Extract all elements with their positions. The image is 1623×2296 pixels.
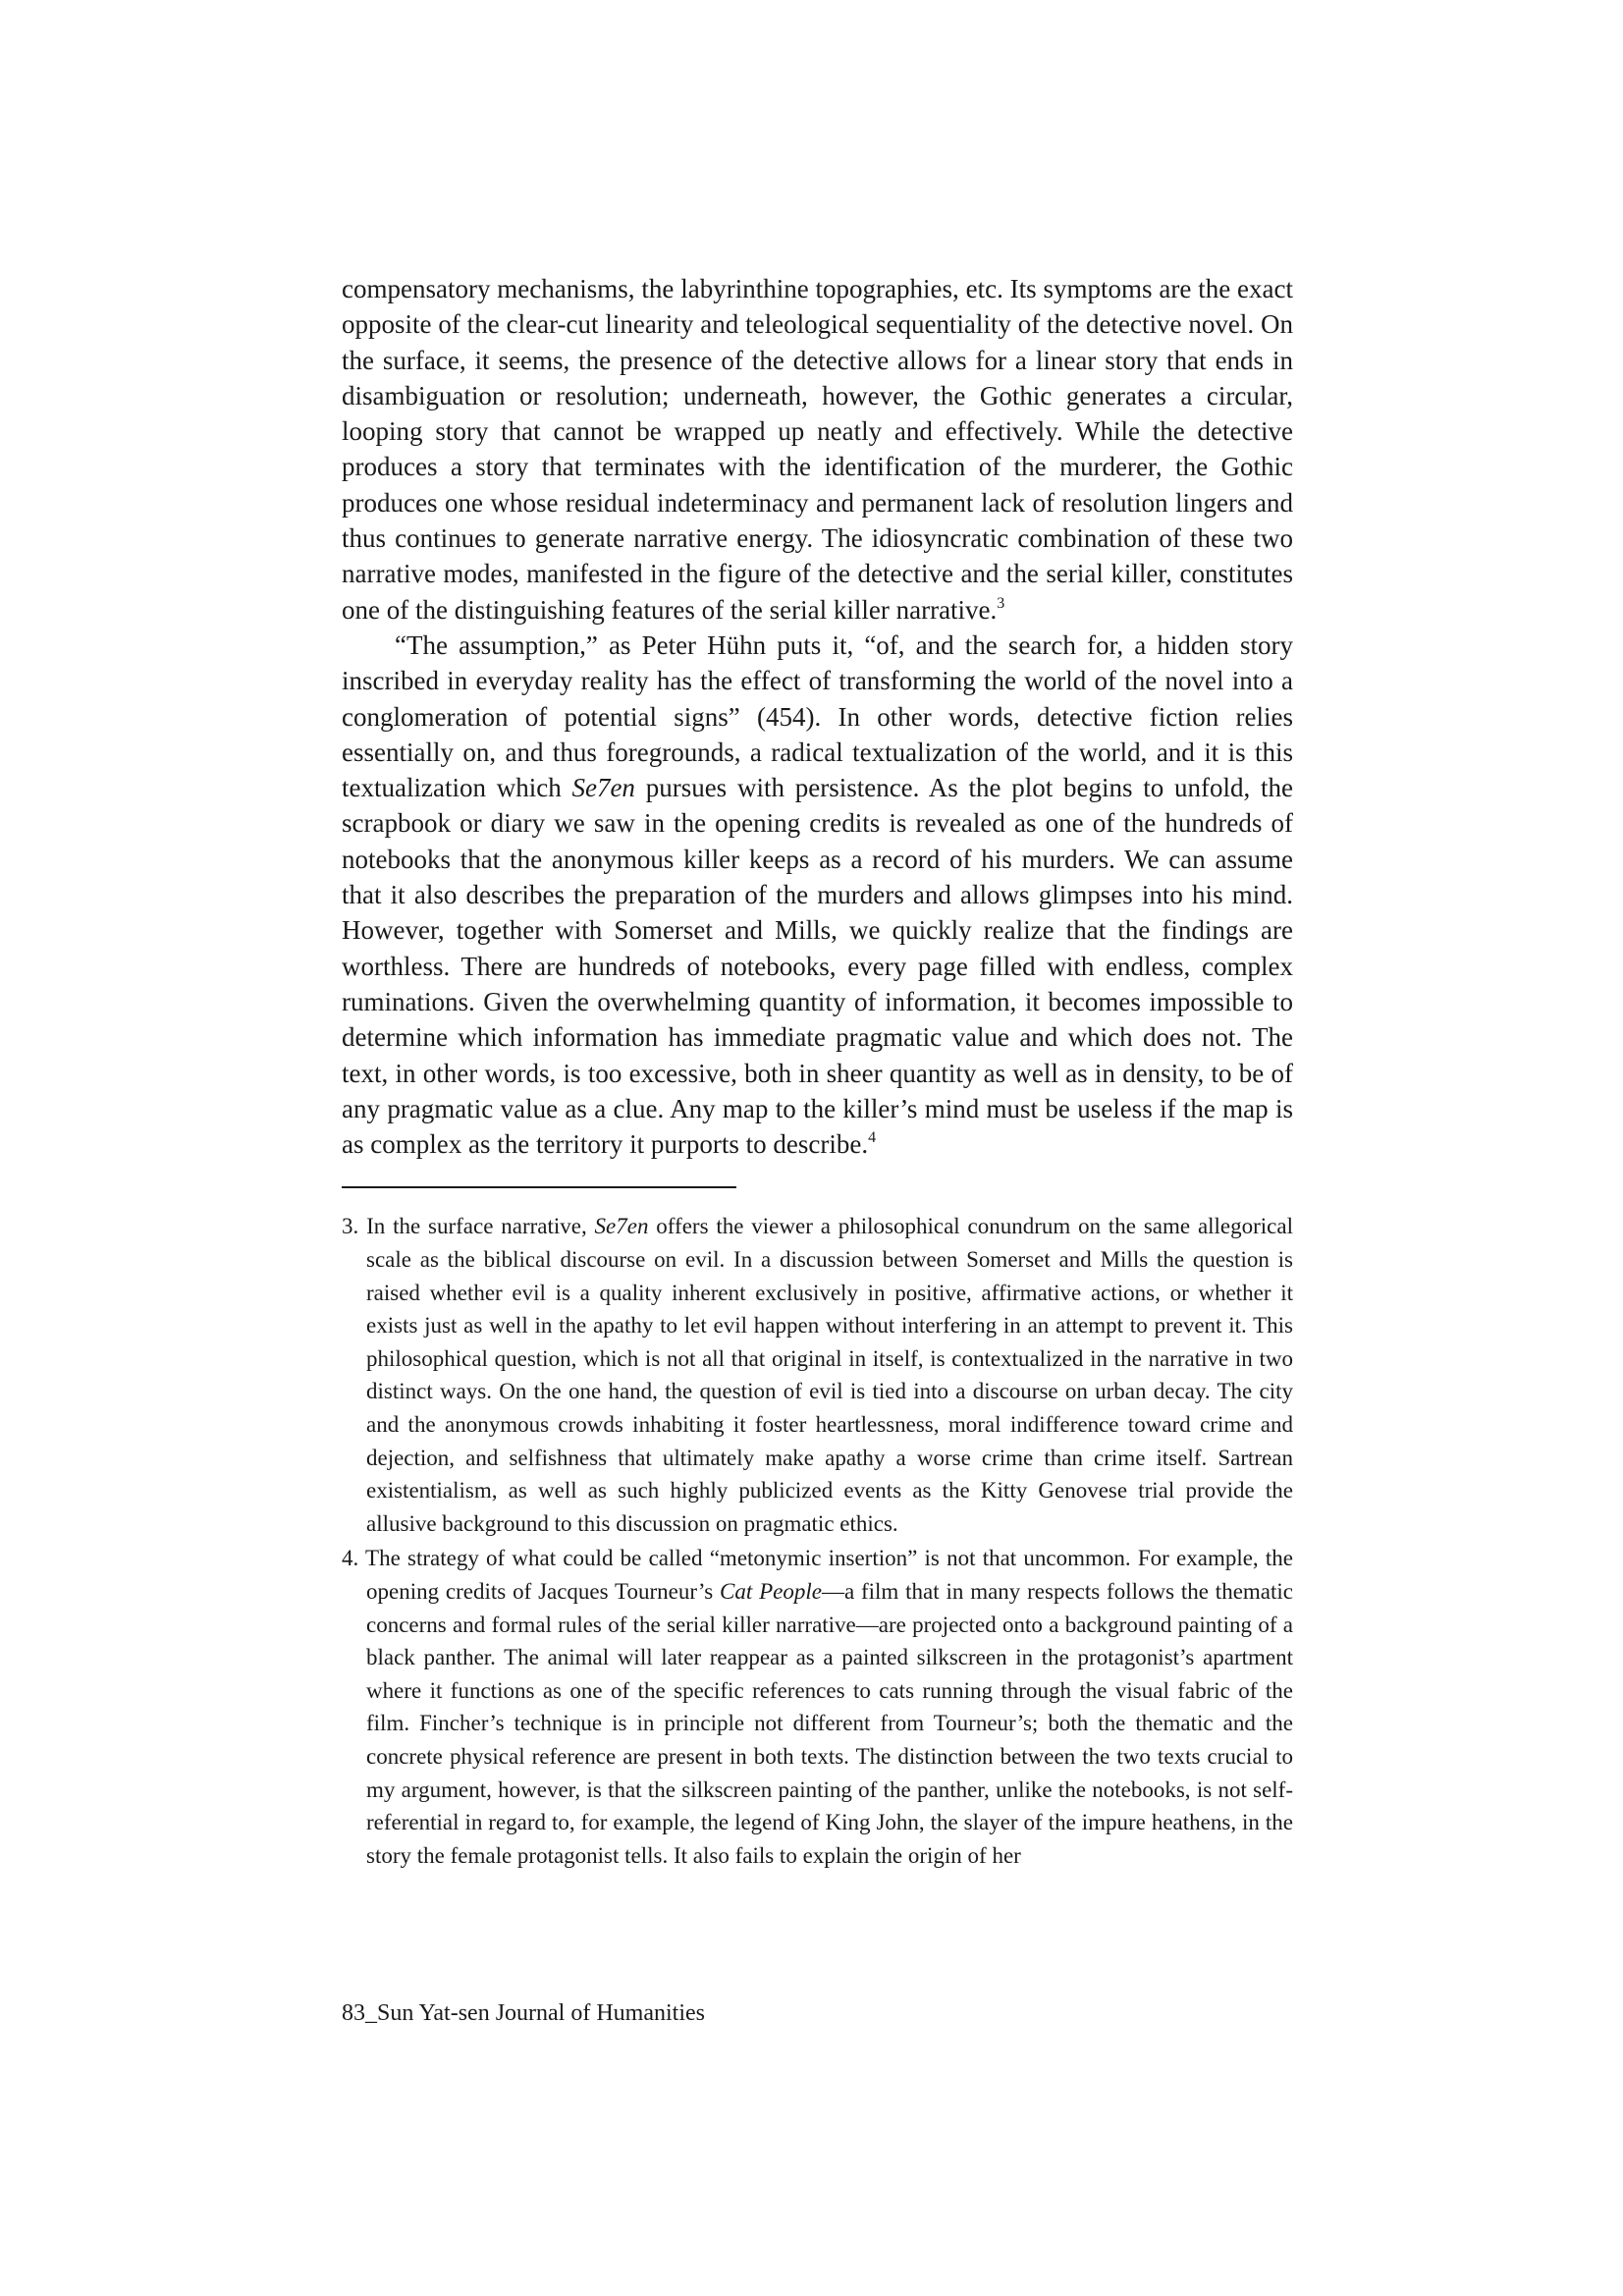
footnote-ref-4[interactable]: 4 — [868, 1129, 877, 1147]
footnote-3-film-title: Se7en — [594, 1214, 649, 1239]
paragraph-1 — [342, 271, 1293, 628]
paragraph-2-text-b: pursues with persistence. As the plot begins to unfold, the scrapbook or diary we saw in the opening credits is revealed as one of the hundreds of notebooks that the anonymous killer keeps as a record of his murders. We can assume that it also describes the preparation of the murders and allows glimpses into his mind. However, together with Somerset and Mills, we quickly realize that the findings are worthless. There are hundreds of notebooks, every page filled with endless, complex ruminations. Given the overwhelming quantity of information, it becomes impossible to determine which information has immediate pragmatic value and which does not. The text, in other words, is too excessive, both in sheer quantity as well as in density, to be of any pragmatic value as a clue. Any map to the killer’s mind must be useless if the map is as complex as the territory it purports to describe. — [342, 773, 1293, 1160]
footnote-3 — [342, 1210, 1293, 1540]
footnote-4-text-b: —a film that in many respects follows the thematic concerns and formal rules of the serial killer narrative—are projected onto a background painting of a black panther. The animal will later reappear as a painted silkscreen in the protagonist’s apartment where it functions as one of the specific references to cats running through the visual fabric of the film. Fincher’s technique is in principle not different from Tourneur’s; both the thematic and the concrete physical reference are present in both texts. The distinction between the two texts crucial to my argument, however, is that the silkscreen painting of the panther, unlike the notebooks, is not self-referential in regard to, for example, the legend of King John, the slayer of the impure heathens, in the story the female protagonist tells. It also fails to explain the origin of her — [366, 1578, 1293, 1868]
film-title-se7en: Se7en — [571, 773, 635, 803]
footnote-3-text-a: In the surface narrative, — [358, 1214, 595, 1239]
paragraph-2-text-a: “The assumption,” as Peter Hühn puts it, “of, and the search for, a hidden story inscribed in everyday reality has the effect of transforming the world of the novel into a conglomeration of potential signs” (454). In other words, detective fiction relies essentially on, and thus foregrounds, a radical textualization of the world, and it is this textualization which — [342, 629, 1293, 803]
paragraph-1-text: compensatory mechanisms, the labyrinthine topographies, etc. Its symptoms are the exact opposite of the clear-cut linearity and teleological sequentiality of the detective novel. On the surface, it seems, the presence of the detective allows for a linear story that ends in disambiguation or resolution; underneath, however, the Gothic generates a circular, looping story that cannot be wrapped up neatly and effectively. While the detective produces a story that terminates with the identification of the murderer, the Gothic produces one whose residual indeterminacy and permanent lack of resolution lingers and thus continues to generate narrative energy. The idiosyncratic combination of these two narrative modes, manifested in the figure of the detective and the serial killer, constitutes one of the distinguishing features of the serial killer narrative. — [342, 274, 1293, 625]
page-content — [342, 271, 1293, 1874]
footnote-4-number: 4. — [342, 1546, 359, 1571]
body-text — [342, 271, 1293, 1162]
footnote-4-text-a: The strategy of what could be called “metonymic insertion” is not that uncommon. For example, the opening credits of Jacques Tourneur’s — [358, 1546, 1293, 1604]
paragraph-2 — [342, 628, 1293, 1162]
footnote-divider — [342, 1186, 736, 1188]
footnote-ref-3[interactable]: 3 — [997, 594, 1005, 612]
footnotes — [342, 1210, 1293, 1872]
footnote-4 — [342, 1542, 1293, 1872]
page-footer: 83_Sun Yat-sen Journal of Humanities — [342, 2000, 705, 2026]
footnote-4-film-title: Cat People — [720, 1578, 822, 1604]
footnote-3-text-b: offers the viewer a philosophical conundrum on the same allegorical scale as the biblical discourse on evil. In a discussion between Somerset and Mills the question is raised whether evil is a quality inherent exclusively in positive, affirmative actions, or whether it exists just as well in the apathy to let evil happen without interfering in an attempt to prevent it. This philosophical question, which is not all that original in itself, is contextualized in the narrative in two distinct ways. On the one hand, the question of evil is tied into a discourse on urban decay. The city and the anonymous crowds inhabiting it foster heartlessness, moral indifference toward crime and dejection, and selfishness that ultimately make apathy a worse crime than crime itself. Sartrean existentialism, as well as such highly publicized events as the Kitty Genovese trial provide the allusive background to this discussion on pragmatic ethics. — [366, 1214, 1293, 1536]
footnote-3-number: 3. — [342, 1214, 359, 1239]
